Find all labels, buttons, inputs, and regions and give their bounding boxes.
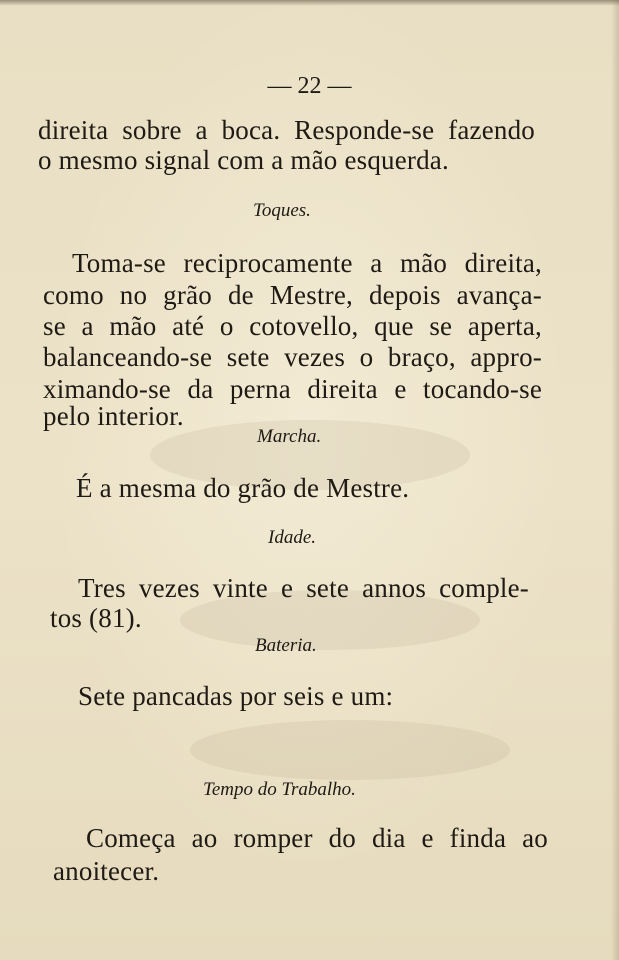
- text-line: balanceando-se sete vezes o braço, appro-: [43, 342, 542, 372]
- text-line: pelo interior.: [43, 401, 184, 431]
- text-line: Tres vezes vinte e sete annos comple-: [78, 573, 529, 603]
- text-line: Sete pancadas por seis e um:: [78, 681, 394, 711]
- section-heading-bateria: Bateria.: [255, 635, 317, 656]
- page-top-edge-shadow: [0, 0, 619, 6]
- page-number: — 22 —: [267, 73, 352, 99]
- section-heading-marcha: Marcha.: [257, 426, 322, 447]
- text-line: anoitecer.: [53, 856, 160, 886]
- section-heading-toques: Toques.: [253, 200, 311, 221]
- paper-stain: [190, 720, 510, 780]
- page-right-edge-shadow: [611, 0, 619, 960]
- text-line: ximando-se da perna direita e tocando-se: [43, 374, 542, 404]
- section-heading-idade: Idade.: [268, 527, 317, 548]
- text-line: se a mão até o cotovello, que se aperta,: [43, 311, 542, 341]
- text-line: tos (81).: [50, 603, 142, 633]
- text-line: direita sobre a boca. Responde-se fazendo: [38, 115, 535, 145]
- text-line: o mesmo signal com a mão esquerda.: [38, 145, 449, 175]
- text-line: É a mesma do grão de Mestre.: [76, 473, 410, 503]
- text-line: como no grão de Mestre, depois avança-: [43, 280, 542, 310]
- text-line: Toma-se reciprocamente a mão direita,: [72, 248, 542, 278]
- text-line: Começa ao romper do dia e finda ao: [86, 823, 548, 853]
- section-heading-tempo-do-trabalho: Tempo do Trabalho.: [203, 779, 356, 800]
